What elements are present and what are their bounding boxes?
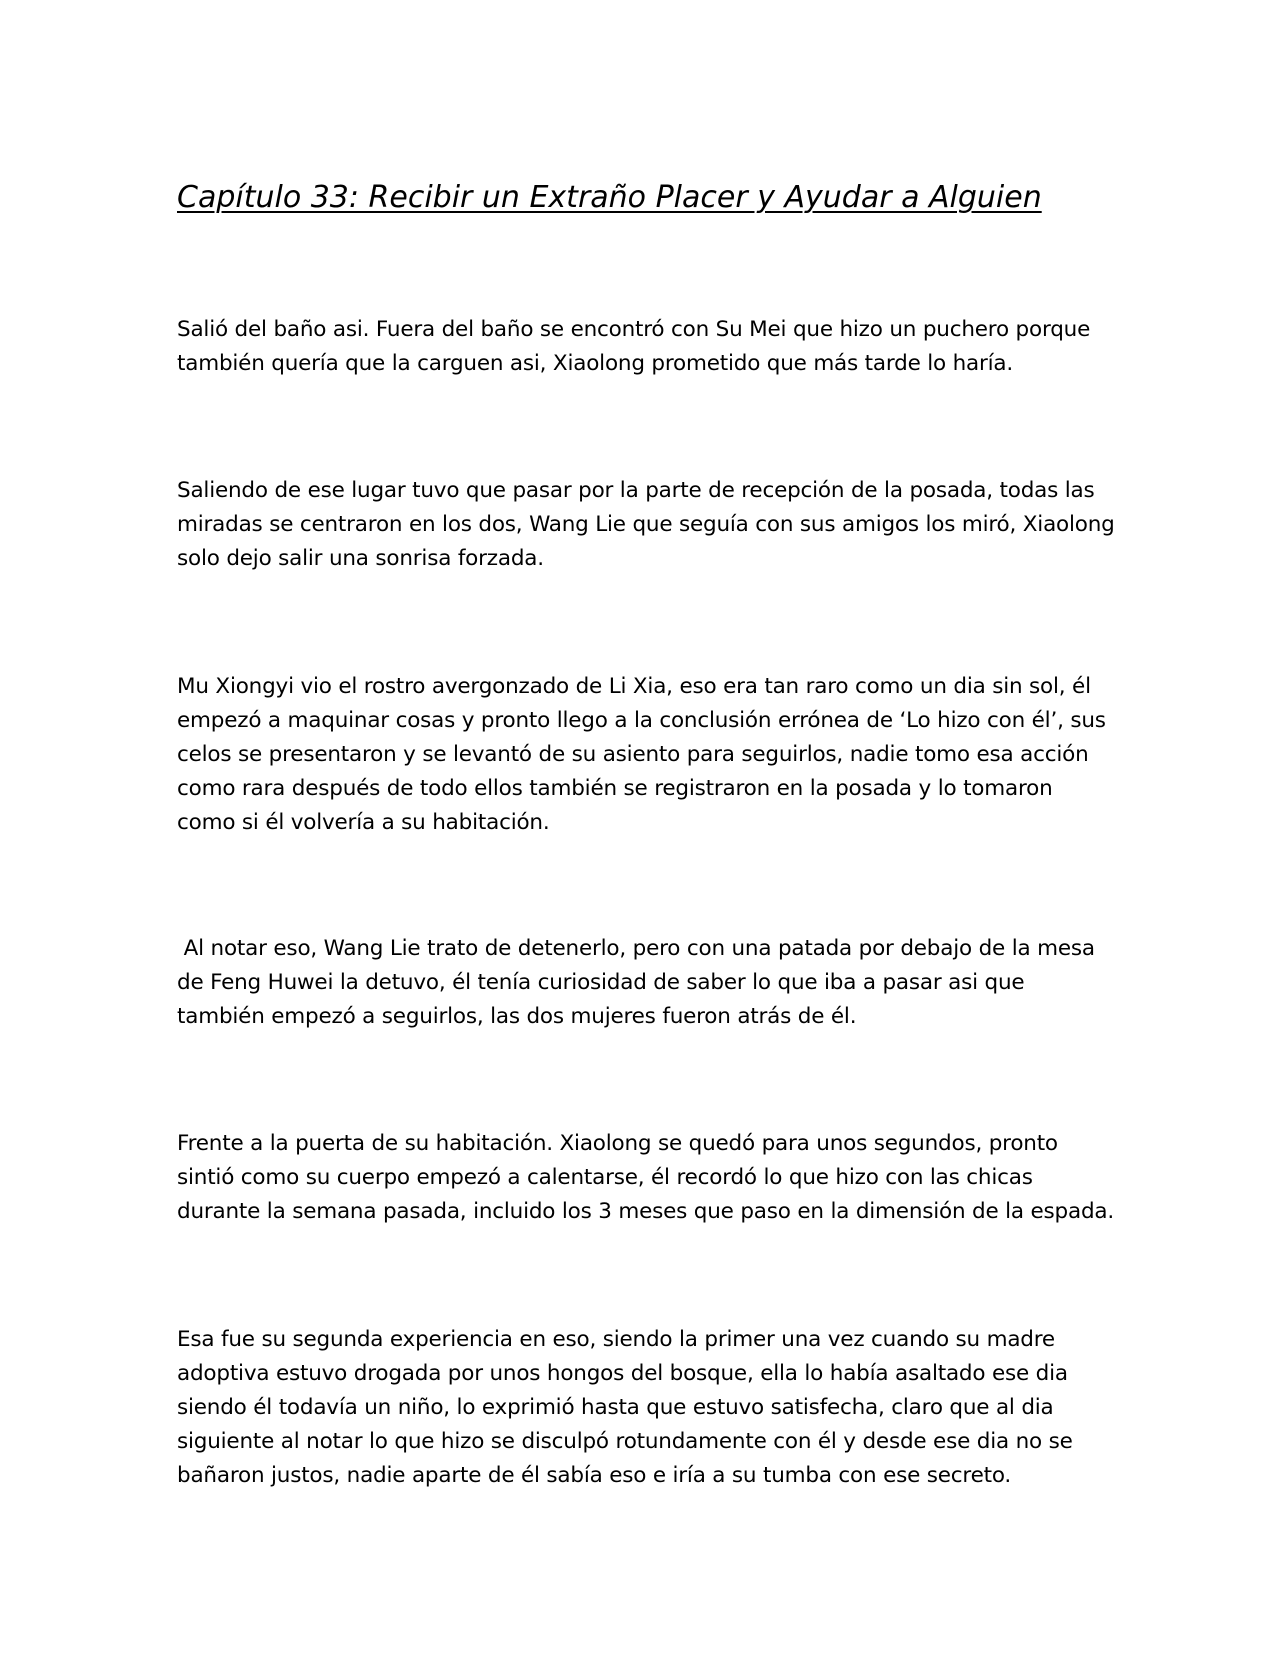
text-line: como si él volvería a su habitación. [177,810,550,835]
text-line: celos se presentaron y se levantó de su asiento para seguirlos, nadie tomo esa acción [177,742,1089,767]
text-line: de Feng Huwei la detuvo, él tenía curiosidad de saber lo que iba a pasar asi que [177,970,1025,995]
paragraph-4 [177,932,1107,1034]
text-line: adoptiva estuvo drogada por unos hongos del bosque, ella lo había asaltado ese dia [177,1361,1068,1386]
text-line: también quería que la carguen asi, Xiaolong prometido que más tarde lo haría. [177,351,1014,376]
text-line: como rara después de todo ellos también se registraron en la posada y lo tomaron [177,776,1053,801]
text-line: sintió como su cuerpo empezó a calentarse, él recordó lo que hizo con las chicas [177,1165,1033,1190]
text-line: solo dejo salir una sonrisa forzada. [177,546,544,571]
paragraph-2 [177,474,1115,576]
text-line: siendo él todavía un niño, lo exprimió hasta que estuvo satisfecha, claro que al dia [177,1395,1054,1420]
text-line: Mu Xiongyi vio el rostro avergonzado de Li Xia, eso era tan raro como un dia sin sol, él [177,674,1091,699]
text-line: Al notar eso, Wang Lie trato de detenerlo, pero con una patada por debajo de la mesa [177,936,1095,961]
text-line: empezó a maquinar cosas y pronto llego a la conclusión errónea de ‘Lo hizo con él’, sus [177,708,1106,733]
text-line: siguiente al notar lo que hizo se disculpó rotundamente con él y desde ese dia no se [177,1429,1073,1454]
text-line: Esa fue su segunda experiencia en eso, siendo la primer una vez cuando su madre [177,1327,1055,1352]
text-line: bañaron justos, nadie aparte de él sabía eso e iría a su tumba con ese secreto. [177,1463,1012,1488]
text-line: Salió del baño asi. Fuera del baño se encontró con Su Mei que hizo un puchero porque [177,317,1091,342]
text-line: Saliendo de ese lugar tuvo que pasar por la parte de recepción de la posada, todas las [177,478,1095,503]
text-line: miradas se centraron en los dos, Wang Lie que seguía con sus amigos los miró, Xiaolong [177,512,1115,537]
text-line: durante la semana pasada, incluido los 3 meses que paso en la dimensión de la espada. [177,1199,1115,1224]
text-line: Frente a la puerta de su habitación. Xiaolong se quedó para unos segundos, pronto [177,1131,1058,1156]
paragraph-1 [177,313,1107,381]
paragraph-3 [177,670,1107,840]
text-line: también empezó a seguirlos, las dos mujeres fueron atrás de él. [177,1004,857,1029]
chapter-title: Capítulo 33: Recibir un Extraño Placer y Ayudar a Alguien [177,180,1042,215]
paragraph-5 [177,1127,1115,1229]
paragraph-6 [177,1323,1107,1493]
